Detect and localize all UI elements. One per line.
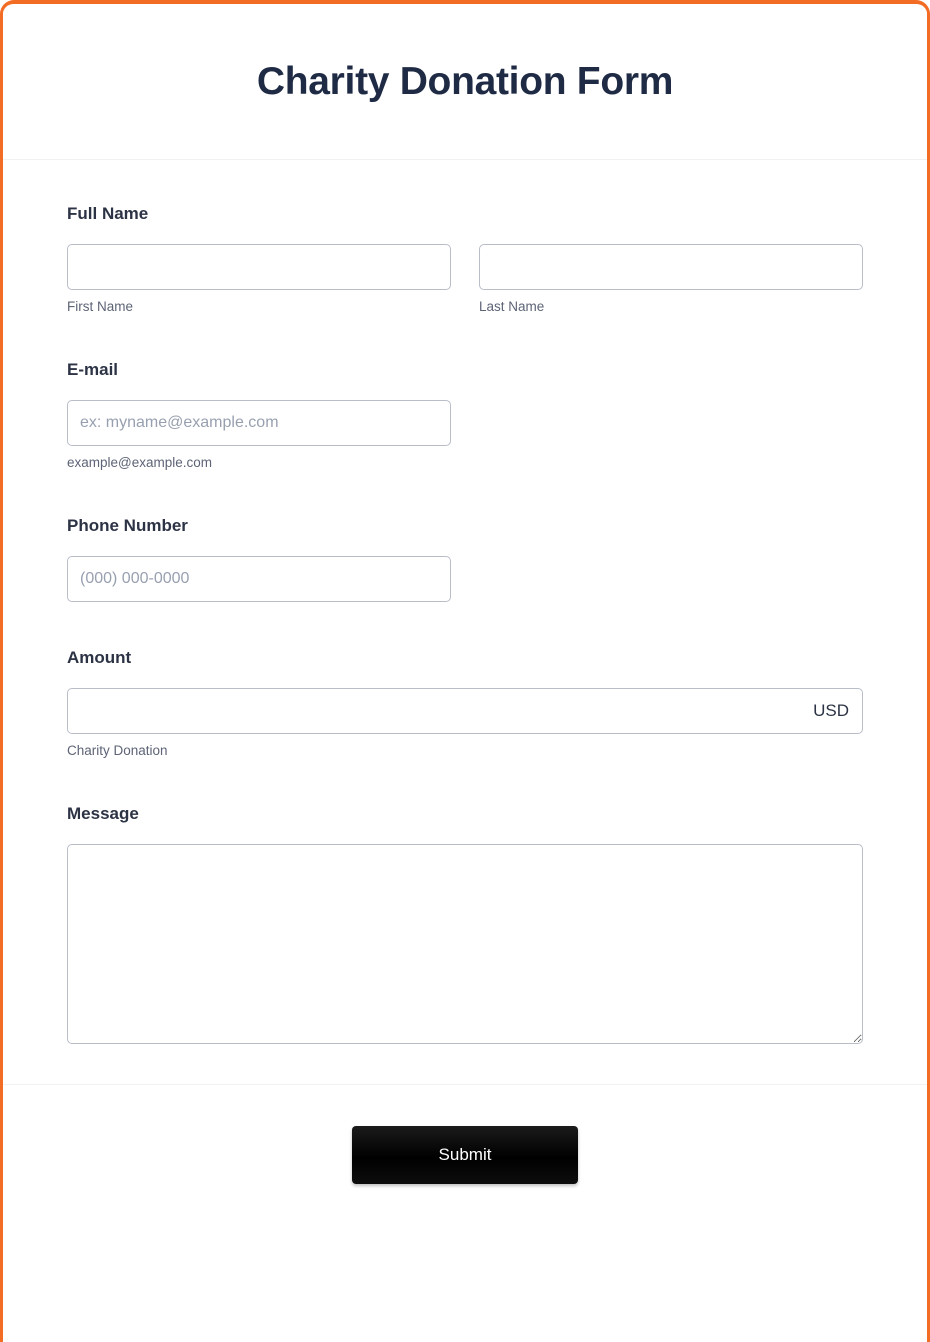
message-label: Message	[67, 804, 139, 823]
email-sub-label: example@example.com	[67, 455, 213, 470]
form-body	[3, 160, 927, 1044]
field-message	[67, 804, 863, 1044]
submit-button[interactable]: Submit	[352, 1126, 578, 1184]
field-email	[67, 360, 863, 470]
last-name-column	[479, 244, 863, 314]
amount-label: Amount	[67, 648, 132, 667]
full-name-label: Full Name	[67, 204, 149, 223]
last-name-sub-label: Last Name	[479, 299, 545, 314]
email-label: E-mail	[67, 360, 119, 379]
form-header	[3, 4, 927, 160]
field-full-name	[67, 204, 863, 314]
amount-currency-label: USD	[813, 701, 849, 720]
last-name-input[interactable]	[479, 244, 863, 290]
phone-label: Phone Number	[67, 516, 188, 535]
form-footer	[3, 1084, 927, 1224]
phone-input[interactable]	[67, 556, 451, 602]
first-name-input[interactable]	[67, 244, 451, 290]
field-phone	[67, 516, 863, 602]
amount-sub-label: Charity Donation	[67, 743, 168, 758]
amount-input-wrapper	[67, 688, 863, 734]
email-input[interactable]	[67, 400, 451, 446]
field-amount	[67, 648, 863, 758]
first-name-sub-label: First Name	[67, 299, 134, 314]
message-textarea[interactable]	[67, 844, 863, 1044]
full-name-row	[67, 244, 863, 314]
page-title: Charity Donation Form	[256, 59, 674, 103]
first-name-column	[67, 244, 451, 314]
amount-input[interactable]	[67, 688, 863, 734]
